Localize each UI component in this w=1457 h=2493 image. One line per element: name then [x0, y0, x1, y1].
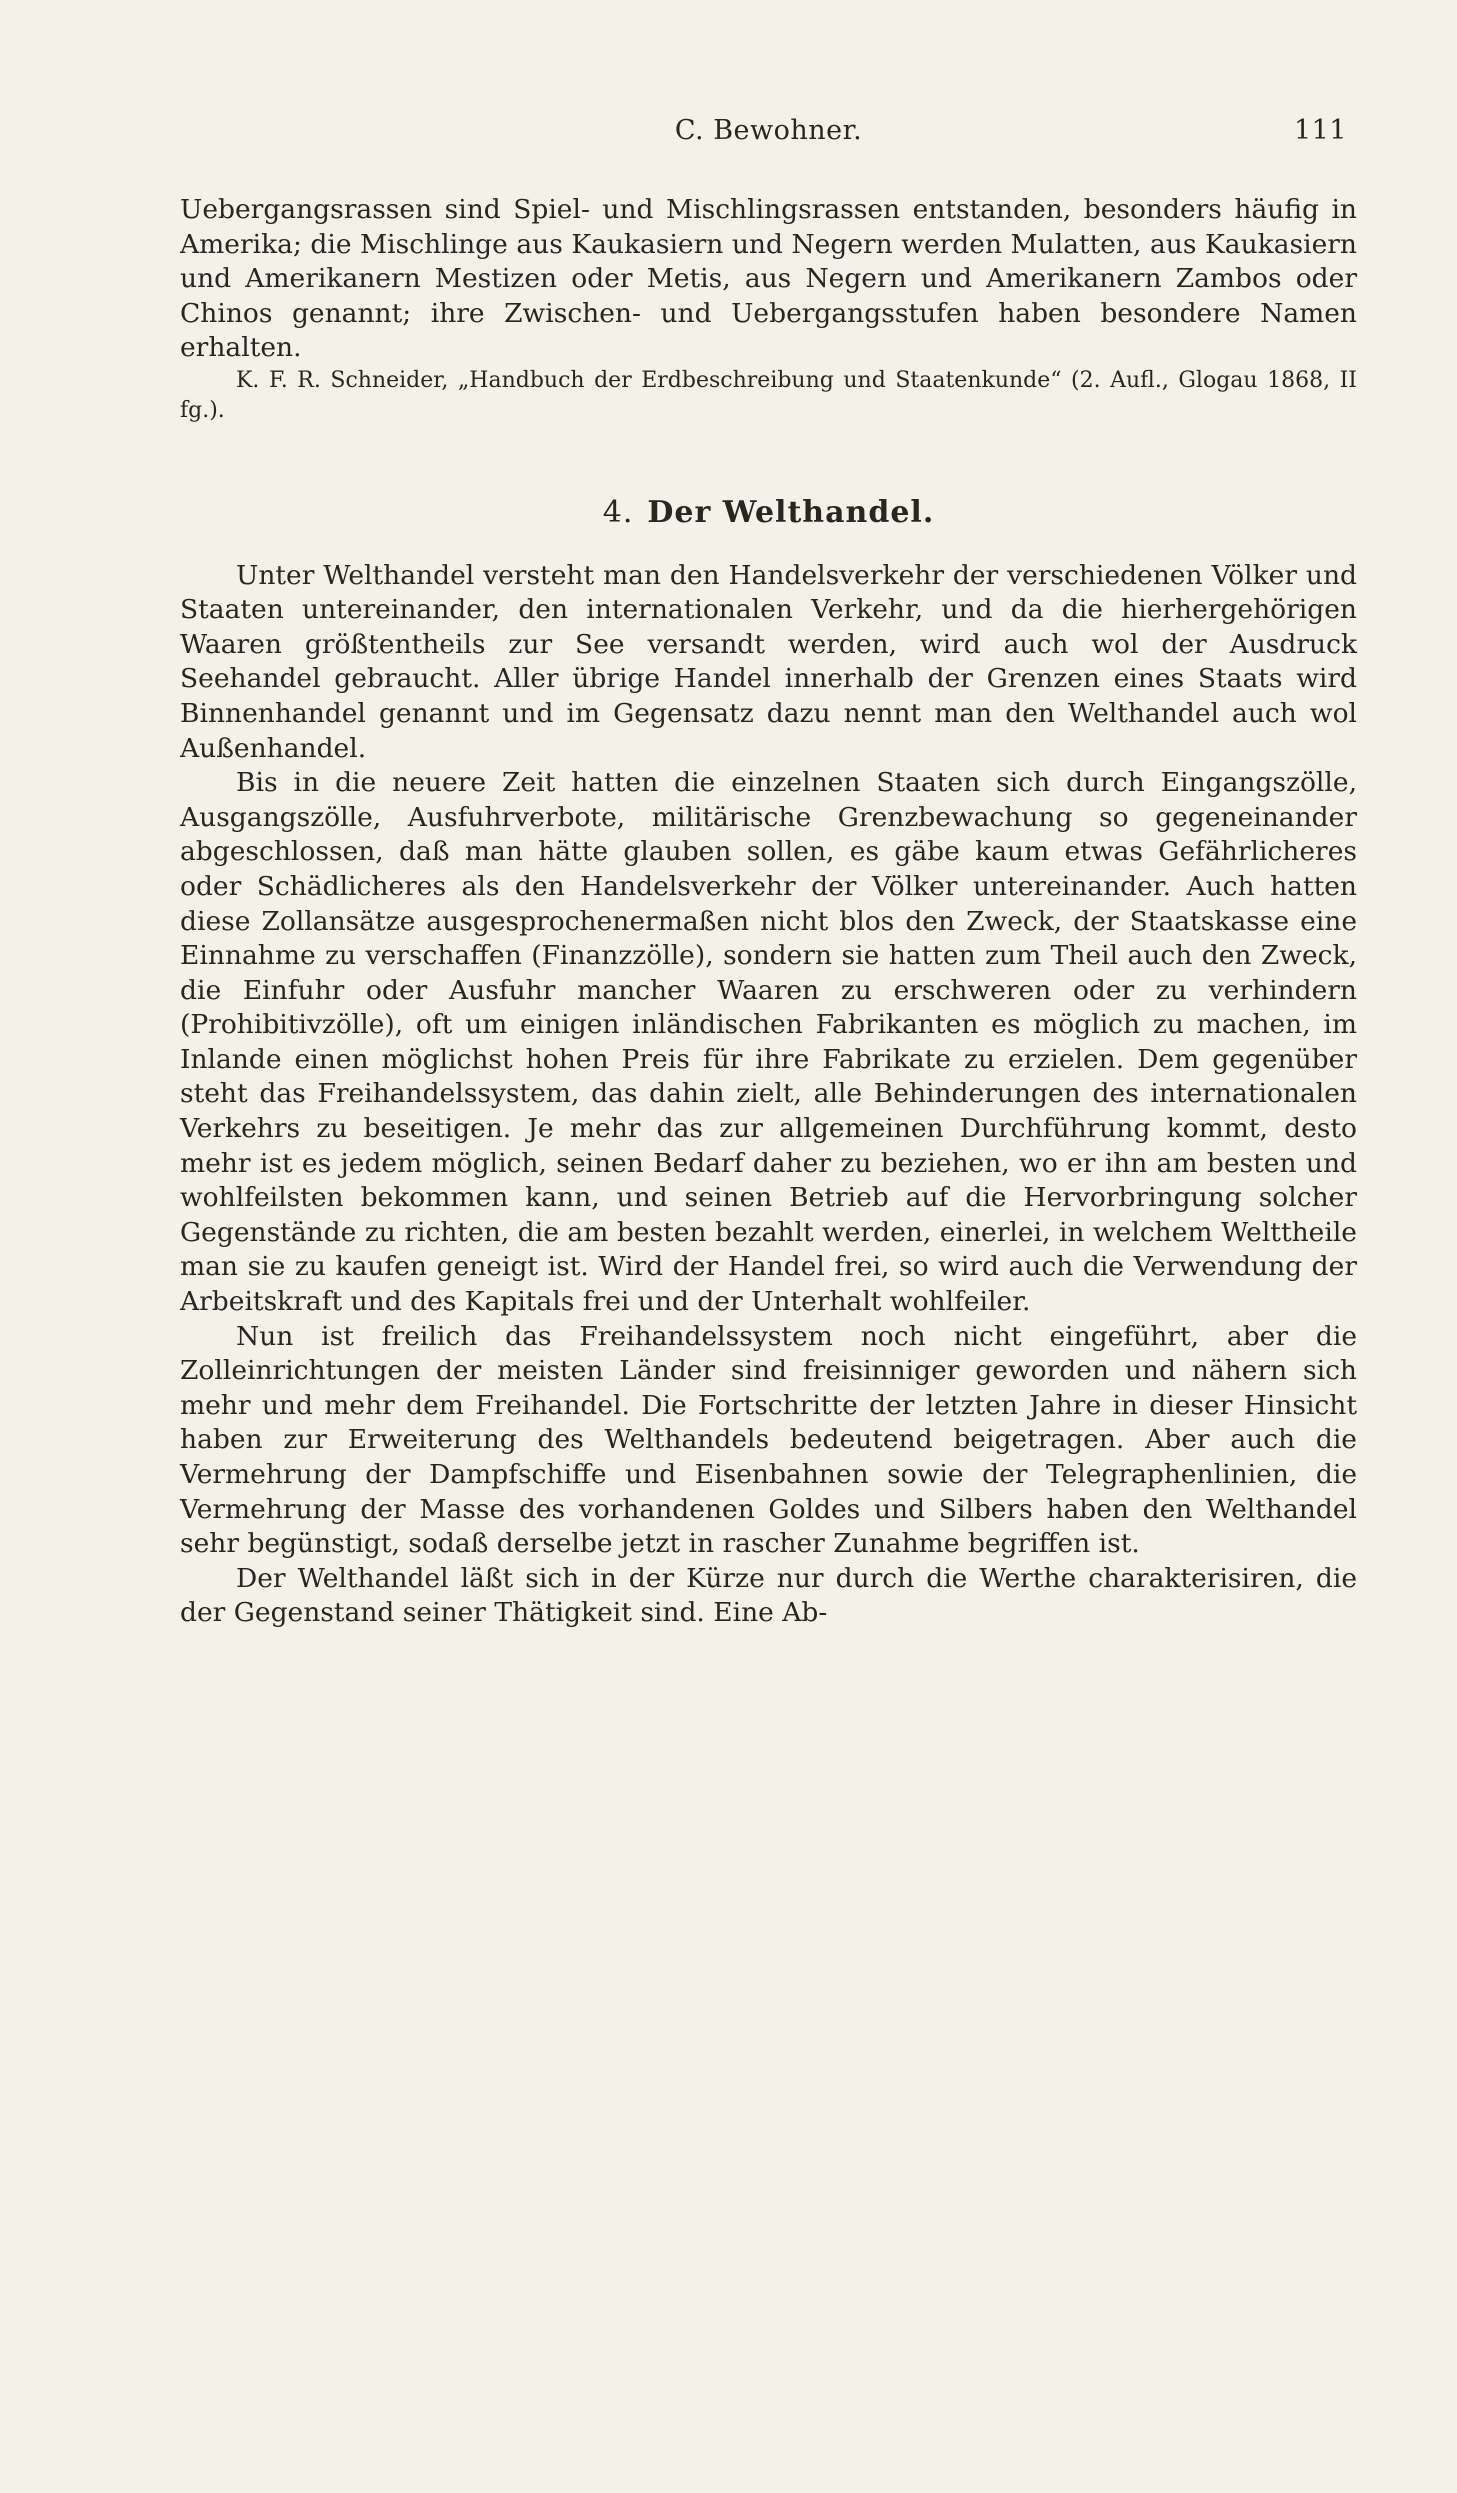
- chapter-title: C. Bewohner.: [674, 115, 863, 146]
- intro-paragraph: Uebergangsrassen sind Spiel- und Mischlingsrassen entstanden, besonders häufig in Amerika; die Mischlinge aus Kaukasiern und Negern werden Mulatten, aus Kaukasiern und Amerikanern Mestizen oder Metis, aus Negern und Amerikanern Zambos oder Chinos genannt; ihre Zwischen- und Uebergangsstufen haben besondere Namen erhalten.: [180, 194, 1357, 364]
- paragraph-3: Nun ist freilich das Freihandelssystem noch nicht eingeführt, aber die Zolleinrichtungen der meisten Länder sind freisinniger geworden und nähern sich mehr und mehr dem Freihandel. Die Fortschritte der letzten Jahre in dieser Hinsicht haben zur Erweiterung des Welthandels bedeutend beigetragen. Aber auch die Vermehrung der Dampfschiffe und Eisenbahnen sowie der Telegraphenlinien, die Vermehrung der Masse des vorhandenen Goldes und Silbers haben den Welthandel sehr begünstigt, sodaß derselbe jetzt in rascher Zunahme begriffen ist.: [180, 1320, 1357, 1560]
- paragraph-4: Der Welthandel läßt sich in der Kürze nur durch die Werthe charakterisiren, die der Gegenstand seiner Thätigkeit sind. Eine Ab-: [180, 1562, 1357, 1629]
- paragraph-1: Unter Welthandel versteht man den Handelsverkehr der verschiedenen Völker und Staaten untereinander, den internationalen Verkehr, und da die hierhergehörigen Waaren größtentheils zur See versandt werden, wird auch wol der Ausdruck Seehandel gebraucht. Aller übrige Handel innerhalb der Grenzen eines Staats wird Binnenhandel genannt und im Gegensatz dazu nennt man den Welthandel auch wol Außenhandel.: [180, 559, 1357, 764]
- section-title: Der Welthandel.: [647, 494, 935, 530]
- section-heading: [180, 496, 1357, 531]
- citation: K. F. R. Schneider, „Handbuch der Erdbeschreibung und Staatenkunde“ (2. Aufl., Glogau 1868, II fg.).: [180, 367, 1357, 423]
- running-head: [180, 115, 1357, 161]
- body-text: [180, 193, 1357, 1631]
- paragraph-2: Bis in die neuere Zeit hatten die einzelnen Staaten sich durch Eingangszölle, Ausgangszölle, Ausfuhrverbote, militärische Grenzbewachung so gegeneinander abgeschlossen, daß man hätte glauben sollen, es gäbe kaum etwas Gefährlicheres oder Schädlicheres als den Handelsverkehr der Völker untereinander. Auch hatten diese Zollansätze ausgesprochenermaßen nicht blos den Zweck, der Staatskasse eine Einnahme zu verschaffen (Finanzzölle), sondern sie hatten zum Theil auch den Zweck, die Einfuhr oder Ausfuhr mancher Waaren zu erschweren oder zu verhindern (Prohibitivzölle), oft um einigen inländischen Fabrikanten es möglich zu machen, im Inlande einen möglichst hohen Preis für ihre Fabrikate zu erzielen. Dem gegenüber steht das Freihandelssystem, das dahin zielt, alle Behinderungen des internationalen Verkehrs zu beseitigen. Je mehr das zur allgemeinen Durchführung kommt, desto mehr ist es jedem möglich, seinen Bedarf daher zu beziehen, wo er ihn am besten und wohlfeilsten bekommen kann, und seinen Betrieb auf die Hervorbringung solcher Gegenstände zu richten, die am besten bezahlt werden, einerlei, in welchem Welttheile man sie zu kaufen geneigt ist. Wird der Handel frei, so wird auch die Verwendung der Arbeitskraft und des Kapitals frei und der Unterhalt wohlfeiler.: [180, 767, 1357, 1318]
- page-number: 111: [1293, 115, 1347, 146]
- section-number: 4.: [602, 494, 634, 530]
